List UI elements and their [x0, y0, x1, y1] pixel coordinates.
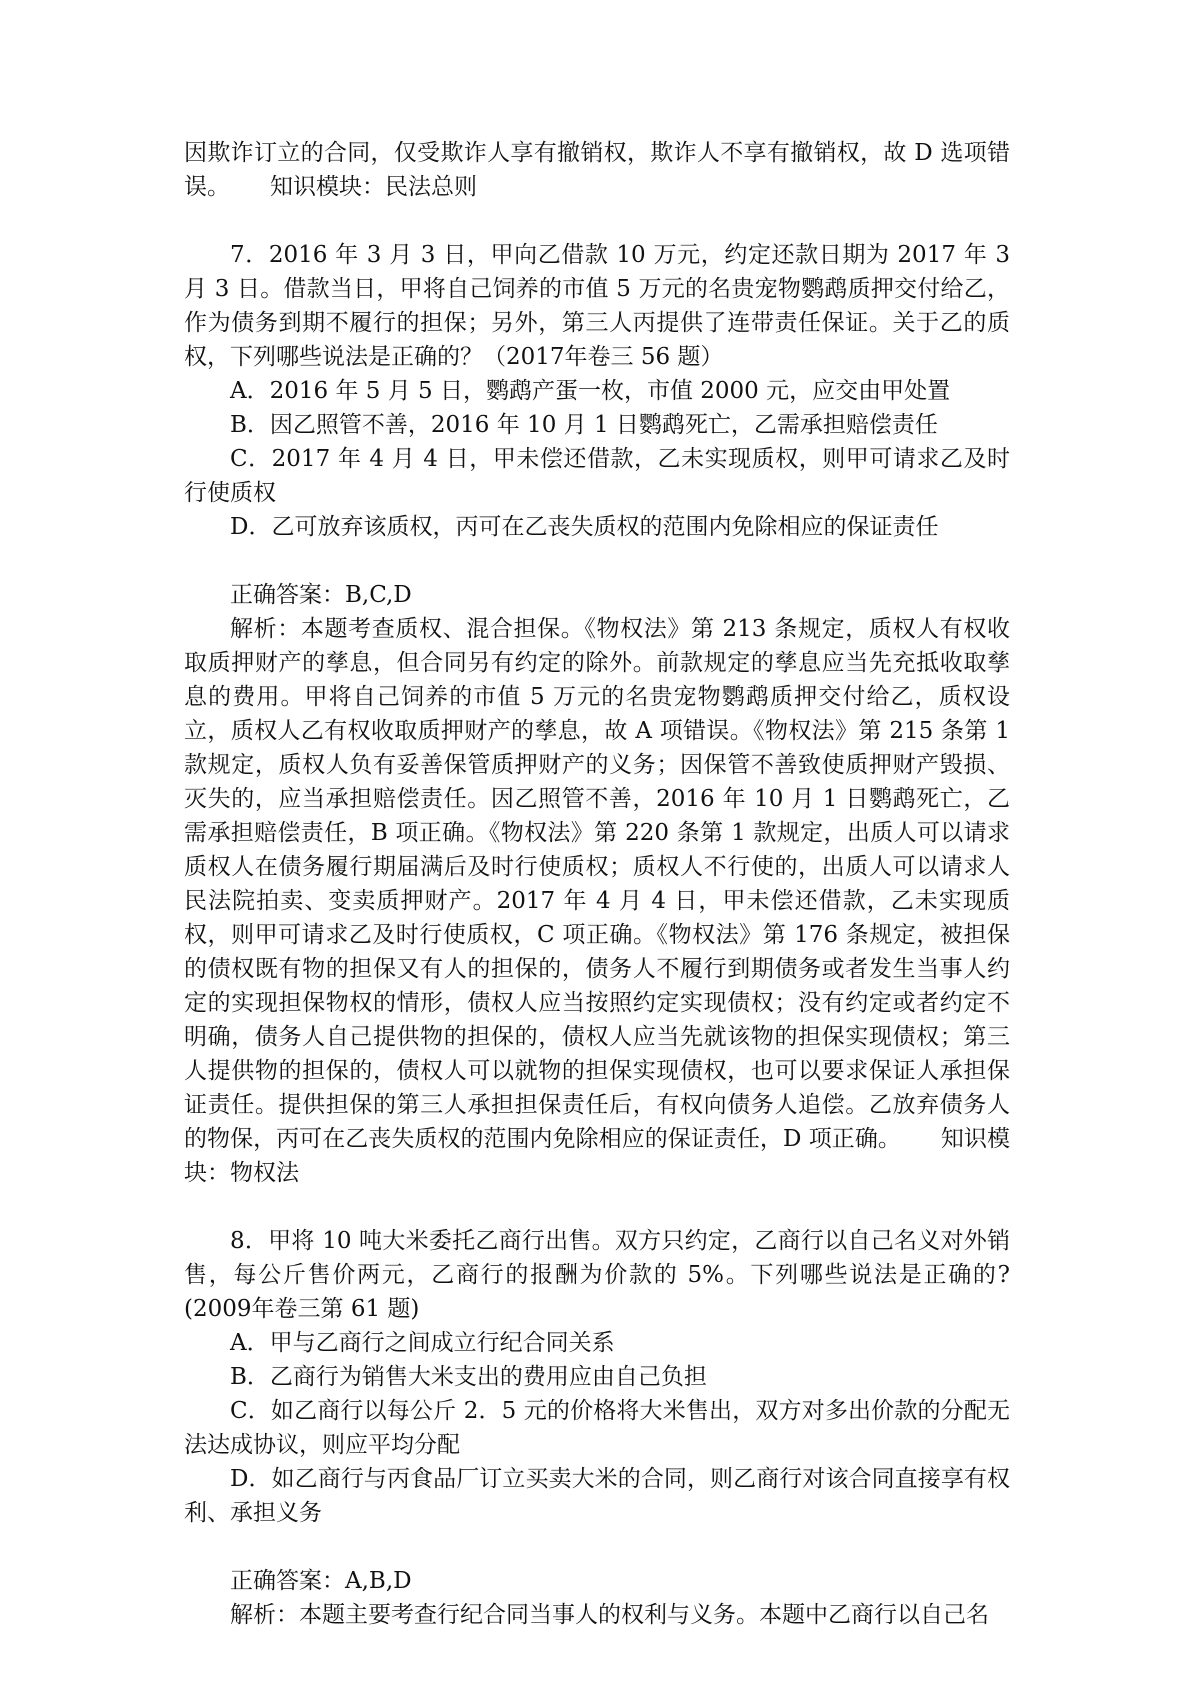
q8-option-c: C．如乙商行以每公斤 2．5 元的价格将大米售出，双方对多出价款的分配无法达成协议，则应平均分配: [184, 1398, 1010, 1458]
q8-answer: 正确答案：A,B,D: [230, 1568, 412, 1594]
intro-module-label: 知识模块：民法总则: [270, 174, 477, 200]
q8-option-a: A．甲与乙商行之间成立行纪合同关系: [230, 1330, 615, 1356]
intro-paragraph: [184, 136, 1010, 204]
q7-analysis-paragraph: [184, 612, 1010, 1190]
q7-analysis: 解析：本题考查质权、混合担保。《物权法》第 213 条规定，质权人有权收取质押财产的孳息，但合同另有约定的除外。前款规定的孳息应当先充抵收取孳息的费用。甲将自己饲养的市值 5 万元的名贵宠物鹦鹉质押交付给乙，质权设立，质权人乙有权收取质押财产的孳息，故 A 项错误。《物权法》第 215 条第 1 款规定，质权人负有妥善保管质押财产的义务；因保管不善致使质押财产毁损、灭失的，应当承担赔偿责任。因乙照管不善，2016 年 10 月 1 日鹦鹉死亡，乙需承担赔偿责任，B 项正确。《物权法》第 220 条第 1 款规定，出质人可以请求质权人在债务履行期届满后及时行使质权；质权人不行使的，出质人可以请求人民法院拍卖、变卖质押财产。2017 年 4 月 4 日，甲未偿还借款，乙未实现质权，则甲可请求乙及时行使质权，C 项正确。《物权法》第 176 条规定，被担保的债权既有物的担保又有人的担保的，债务人不履行到期债务或者发生当事人约定的实现担保物权的情形，债权人应当按照约定实现债权；没有约定或者约定不明确，债务人自己提供物的担保的，债权人应当先就该物的担保实现债权；第三人提供物的担保的，债权人可以就物的担保实现债权，也可以要求保证人承担保证责任。提供担保的第三人承担担保责任后，有权向债务人追偿。乙放弃债务人的物保，丙可在乙丧失质权的范围内免除相应的保证责任，D 项正确。: [184, 616, 1010, 1152]
q7-answer: 正确答案：B,C,D: [230, 582, 412, 608]
q8-stem: 8．甲将 10 吨大米委托乙商行出售。双方只约定，乙商行以自己名义对外销售，每公斤售价两元，乙商行的报酬为价款的 5%。下列哪些说法是正确的?(2009年卷三第 61 题): [184, 1228, 1010, 1322]
q7-option-b: B．因乙照管不善，2016 年 10 月 1 日鹦鹉死亡，乙需承担赔偿责任: [230, 412, 938, 438]
q8-analysis: 解析：本题主要考查行纪合同当事人的权利与义务。本题中乙商行以自己名: [230, 1602, 989, 1628]
q7-option-d: D．乙可放弃该质权，丙可在乙丧失质权的范围内免除相应的保证责任: [230, 514, 939, 540]
q8-option-d: D．如乙商行与丙食品厂订立买卖大米的合同，则乙商行对该合同直接享有权利、承担义务: [184, 1466, 1010, 1526]
q7-option-c: C．2017 年 4 月 4 日，甲未偿还借款，乙未实现质权，则甲可请求乙及时行使质权: [184, 446, 1010, 506]
spacer: [184, 1530, 1010, 1564]
spacer: [184, 1190, 1010, 1224]
spacer: [184, 544, 1010, 578]
q7-module-label: 知识模块：物权法: [184, 1126, 1010, 1186]
intro-text: 因欺诈订立的合同，仅受欺诈人享有撤销权，欺诈人不享有撤销权，故 D 选项错误。: [184, 140, 1010, 200]
q8-option-b: B．乙商行为销售大米支出的费用应由自己负担: [230, 1364, 707, 1390]
q7-stem: 7．2016 年 3 月 3 日，甲向乙借款 10 万元，约定还款日期为 2017 年 3 月 3 日。借款当日，甲将自己饲养的市值 5 万元的名贵宠物鹦鹉质押交付给乙，作为债务到期不履行的担保；另外，第三人丙提供了连带责任保证。关于乙的质权，下列哪些说法是正确的？（2017年卷三 56 题）: [184, 242, 1010, 370]
spacer: [184, 204, 1010, 238]
q7-option-a: A．2016 年 5 月 5 日，鹦鹉产蛋一枚，市值 2000 元，应交由甲处置: [230, 378, 951, 404]
document-page: [184, 136, 1010, 1632]
